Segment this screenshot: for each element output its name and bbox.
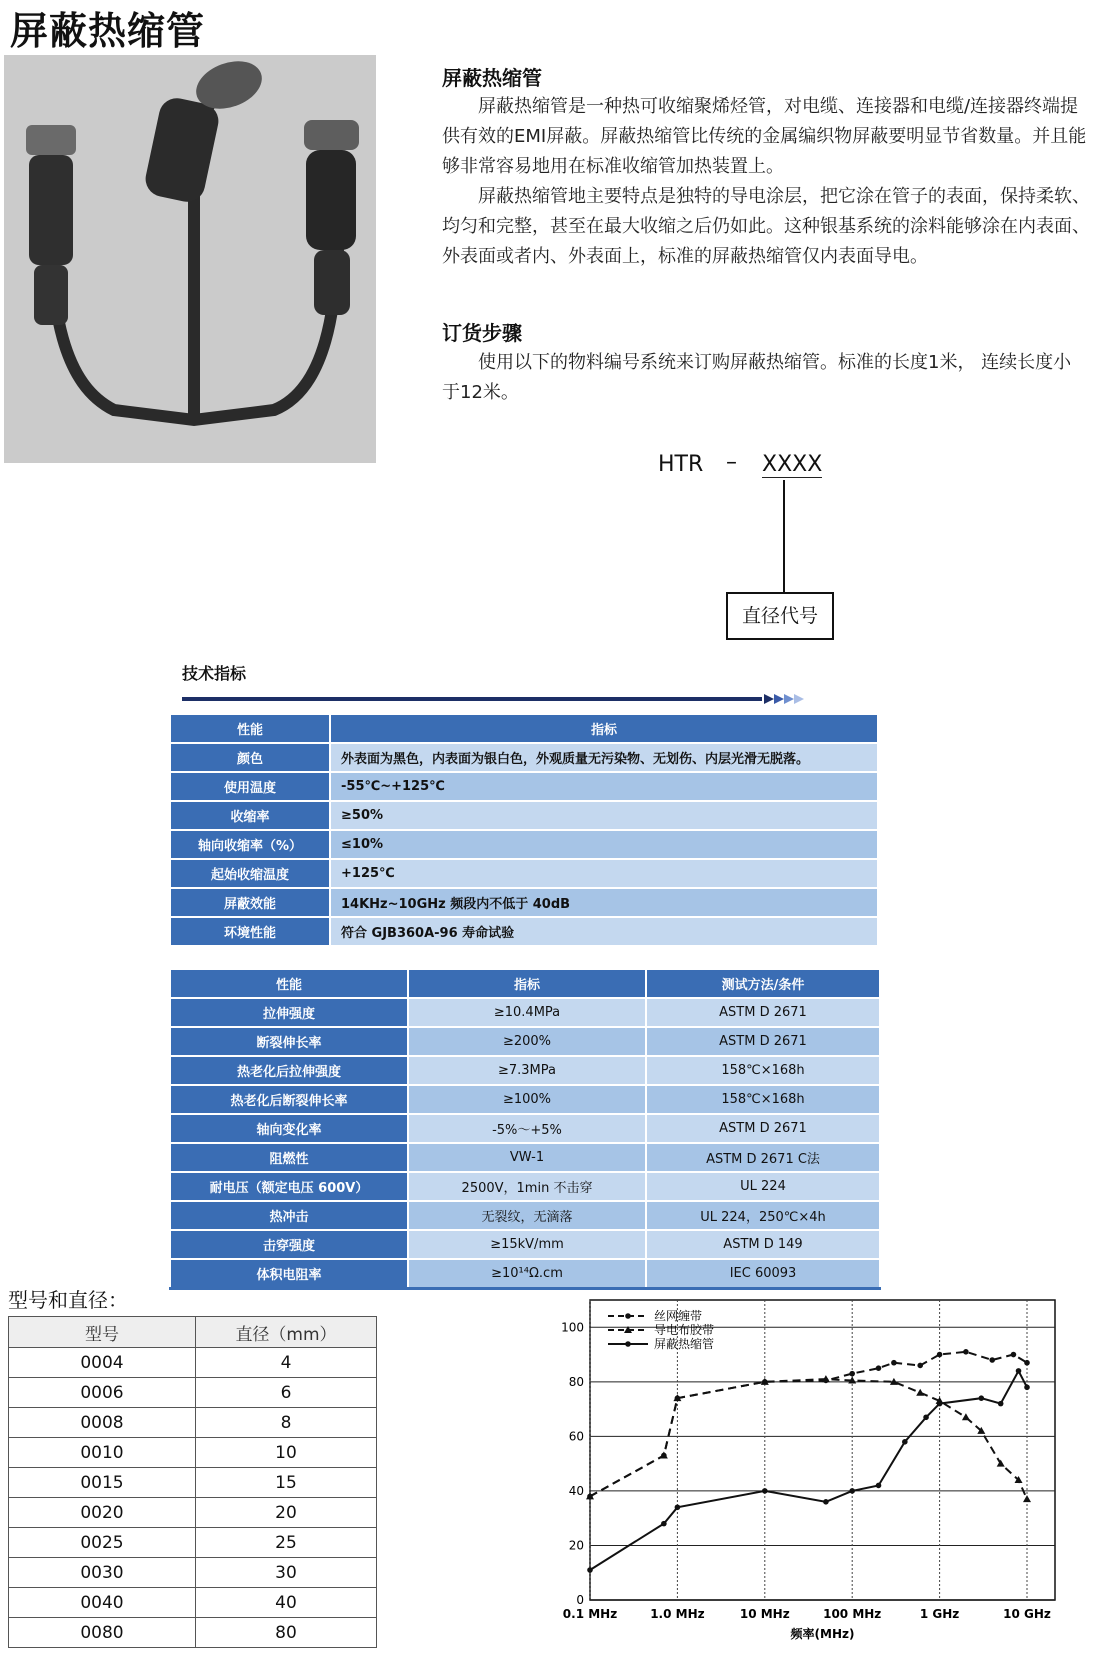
data-point [849, 1371, 855, 1377]
model-diameter: 8 [196, 1408, 377, 1438]
table-row [9, 1498, 377, 1528]
x-axis-label: 频率(MHz) [790, 1627, 855, 1641]
data-point [849, 1488, 855, 1494]
t2-label: 耐电压（额定电压 600V） [170, 1172, 408, 1201]
t2-method: ASTM D 2671 [646, 998, 880, 1027]
data-point [823, 1499, 829, 1505]
t2-label: 热老化后断裂伸长率 [170, 1085, 408, 1114]
t2-value: -5%～+5% [408, 1114, 646, 1143]
data-point [876, 1483, 882, 1489]
t1-label: 起始收缩温度 [170, 859, 330, 888]
y-tick-label: 80 [568, 1374, 584, 1389]
models-title: 型号和直径： [8, 1288, 128, 1312]
code-prefix: HTR [658, 452, 704, 477]
y-tick-label: 40 [568, 1483, 584, 1498]
y-tick-label: 100 [561, 1320, 584, 1335]
t2-header-value: 指标 [408, 969, 646, 998]
data-point [1024, 1384, 1030, 1390]
model-code: 0004 [9, 1348, 196, 1378]
ordering-title: 订货步骤 [442, 321, 522, 345]
legend-label: 屏蔽热缩管 [654, 1337, 715, 1351]
table-row [170, 1114, 880, 1143]
t1-label: 轴向收缩率（%） [170, 830, 330, 859]
model-diameter: 15 [196, 1468, 377, 1498]
table-row [170, 1143, 880, 1172]
model-code: 0030 [9, 1558, 196, 1588]
data-point [917, 1363, 923, 1369]
table-row [9, 1588, 377, 1618]
x-tick-label: 1.0 MHz [650, 1607, 705, 1621]
model-diameter: 30 [196, 1558, 377, 1588]
table-row [170, 1027, 880, 1056]
tech-title: 技术指标 [182, 664, 247, 683]
model-code: 0008 [9, 1408, 196, 1438]
page-title: 屏蔽热缩管 [10, 9, 206, 53]
table-row [9, 1558, 377, 1588]
t2-method: ASTM D 2671 [646, 1114, 880, 1143]
t2-value: ≥10.4MPa [408, 998, 646, 1027]
intro-paragraph-2: 屏蔽热缩管地主要特点是独特的导电涂层，把它涂在管子的表面，保持柔软、均匀和完整，甚至在最大收缩之后仍如此。这种银基系统的涂料能够涂在内表面、外表面或者内、外表面上，标准的屏蔽热缩管仅内表面导电。 [442, 186, 1090, 267]
t2-label: 热老化后拉伸强度 [170, 1056, 408, 1085]
t2-label: 阻燃性 [170, 1143, 408, 1172]
data-point [963, 1349, 969, 1355]
t1-header-value: 指标 [330, 714, 878, 743]
model-code: 0080 [9, 1618, 196, 1648]
y-tick-label: 0 [576, 1593, 584, 1607]
t2-label: 热冲击 [170, 1201, 408, 1230]
model-diameter: 25 [196, 1528, 377, 1558]
code-connector-line [783, 480, 785, 593]
series-line-1 [590, 1352, 1027, 1497]
y-tick-label: 20 [568, 1538, 584, 1553]
table-row [170, 1201, 880, 1230]
data-point [962, 1413, 970, 1420]
data-point [587, 1567, 593, 1573]
series-line-2 [590, 1379, 1027, 1499]
t1-value: 外表面为黑色，内表面为银白色，外观质量无污染物、无划伤、内层光滑无脱落。 [330, 743, 878, 772]
model-code: 0020 [9, 1498, 196, 1528]
data-point [1024, 1360, 1030, 1366]
t2-value: ≥200% [408, 1027, 646, 1056]
t1-label: 收缩率 [170, 801, 330, 830]
data-point [1016, 1368, 1022, 1374]
data-point [876, 1365, 882, 1371]
t1-label: 屏蔽效能 [170, 888, 330, 917]
data-point [675, 1504, 681, 1510]
table-row [9, 1468, 377, 1498]
series-line-3 [590, 1371, 1027, 1570]
model-diameter: 4 [196, 1348, 377, 1378]
t1-value: 符合 GJB360A-96 寿命试验 [330, 917, 878, 946]
t2-method: IEC 60093 [646, 1259, 880, 1289]
intro-paragraph-1: 屏蔽热缩管是一种热可收缩聚烯烃管，对电缆、连接器和电缆/连接器终端提供有效的EMI屏蔽。屏蔽热缩管比传统的金属编织物屏蔽要明显节省数量。并且能够非常容易地用在标准收缩管加热装置上。 [442, 96, 1087, 177]
t2-header-property: 性能 [170, 969, 408, 998]
models-header-model: 型号 [9, 1317, 196, 1348]
cable-assembly-illustration [4, 55, 376, 463]
table-row [170, 830, 878, 859]
t2-header-method: 测试方法/条件 [646, 969, 880, 998]
model-code: 0010 [9, 1438, 196, 1468]
shielding-chart [555, 1290, 1075, 1652]
table-row [170, 772, 878, 801]
t2-method: 158℃×168h [646, 1056, 880, 1085]
t2-label: 击穿强度 [170, 1230, 408, 1259]
model-diameter: 40 [196, 1588, 377, 1618]
data-point [937, 1352, 943, 1358]
table-row [170, 743, 878, 772]
t2-value: 无裂纹，无滴落 [408, 1201, 646, 1230]
data-point [661, 1521, 667, 1527]
t2-label: 断裂伸长率 [170, 1027, 408, 1056]
table-row [170, 917, 878, 946]
t2-label: 体积电阻率 [170, 1259, 408, 1289]
t1-header-property: 性能 [170, 714, 330, 743]
t2-value: 2500V，1min 不击穿 [408, 1172, 646, 1201]
intro-title: 屏蔽热缩管 [442, 66, 542, 90]
model-code: 0015 [9, 1468, 196, 1498]
data-point [989, 1357, 995, 1363]
t1-value: ≥50% [330, 801, 878, 830]
table-row [9, 1438, 377, 1468]
t2-label: 拉伸强度 [170, 998, 408, 1027]
table-row [170, 1085, 880, 1114]
table-row [170, 1259, 880, 1289]
x-tick-label: 1 GHz [919, 1607, 960, 1621]
t1-label: 使用温度 [170, 772, 330, 801]
code-suffix: XXXX [762, 452, 823, 477]
x-tick-label: 10 GHz [1003, 1607, 1051, 1621]
t2-method: ASTM D 2671 C法 [646, 1143, 880, 1172]
data-point [762, 1488, 768, 1494]
model-diameter: 6 [196, 1378, 377, 1408]
t2-value: VW-1 [408, 1143, 646, 1172]
x-tick-label: 0.1 MHz [562, 1607, 618, 1621]
t2-value: ≥10¹⁴Ω.cm [408, 1259, 646, 1289]
models-table [8, 1316, 377, 1648]
legend-label: 导电布胶带 [654, 1323, 715, 1337]
data-point [998, 1401, 1004, 1407]
table-row [170, 998, 880, 1027]
data-point [937, 1401, 943, 1407]
model-diameter: 20 [196, 1498, 377, 1528]
t2-method: 158℃×168h [646, 1085, 880, 1114]
y-tick-label: 60 [568, 1429, 584, 1444]
model-code: 0040 [9, 1588, 196, 1618]
table-row [170, 888, 878, 917]
model-code: 0006 [9, 1378, 196, 1408]
t2-method: UL 224 [646, 1172, 880, 1201]
data-point [1023, 1495, 1031, 1502]
model-diameter: 80 [196, 1618, 377, 1648]
data-point [891, 1360, 897, 1366]
spec-table-1 [169, 713, 879, 947]
ordering-text: 使用以下的物料编号系统来订购屏蔽热缩管。标准的长度1米， 连续长度小于12米。 [442, 352, 1072, 403]
data-point [660, 1451, 668, 1458]
t1-value: -55℃~+125℃ [330, 772, 878, 801]
data-point [1011, 1352, 1017, 1358]
t2-value: ≥100% [408, 1085, 646, 1114]
t1-value: 14KHz~10GHz 频段内不低于 40dB [330, 888, 878, 917]
t2-label: 轴向变化率 [170, 1114, 408, 1143]
product-photo [4, 55, 376, 463]
table-row [170, 1172, 880, 1201]
tech-divider [182, 693, 812, 705]
models-header-diameter: 直径（mm） [196, 1317, 377, 1348]
table-row [170, 1230, 880, 1259]
table-row [9, 1378, 377, 1408]
table-row [9, 1528, 377, 1558]
legend-marker [625, 1313, 631, 1319]
t2-method: ASTM D 149 [646, 1230, 880, 1259]
x-tick-label: 10 MHz [739, 1607, 790, 1621]
table-row [170, 801, 878, 830]
legend-marker [625, 1341, 631, 1347]
model-code: 0025 [9, 1528, 196, 1558]
x-tick-label: 100 MHz [823, 1607, 882, 1621]
data-point [902, 1439, 908, 1445]
table-row [170, 1056, 880, 1085]
data-point [916, 1389, 924, 1396]
table-row [9, 1348, 377, 1378]
code-label-box: 直径代号 [726, 592, 834, 640]
table-row [170, 859, 878, 888]
t1-label: 颜色 [170, 743, 330, 772]
table-row [9, 1408, 377, 1438]
t1-value: ≤10% [330, 830, 878, 859]
legend-label: 丝网缠带 [654, 1309, 703, 1323]
data-point [923, 1414, 929, 1420]
t2-method: UL 224，250℃×4h [646, 1201, 880, 1230]
model-diameter: 10 [196, 1438, 377, 1468]
table-row [9, 1618, 377, 1648]
t1-value: +125℃ [330, 859, 878, 888]
t2-value: ≥15kV/mm [408, 1230, 646, 1259]
t2-method: ASTM D 2671 [646, 1027, 880, 1056]
t1-label: 环境性能 [170, 917, 330, 946]
data-point [979, 1395, 985, 1401]
code-dash: – [726, 450, 737, 475]
spec-table-2 [169, 968, 881, 1290]
t2-value: ≥7.3MPa [408, 1056, 646, 1085]
